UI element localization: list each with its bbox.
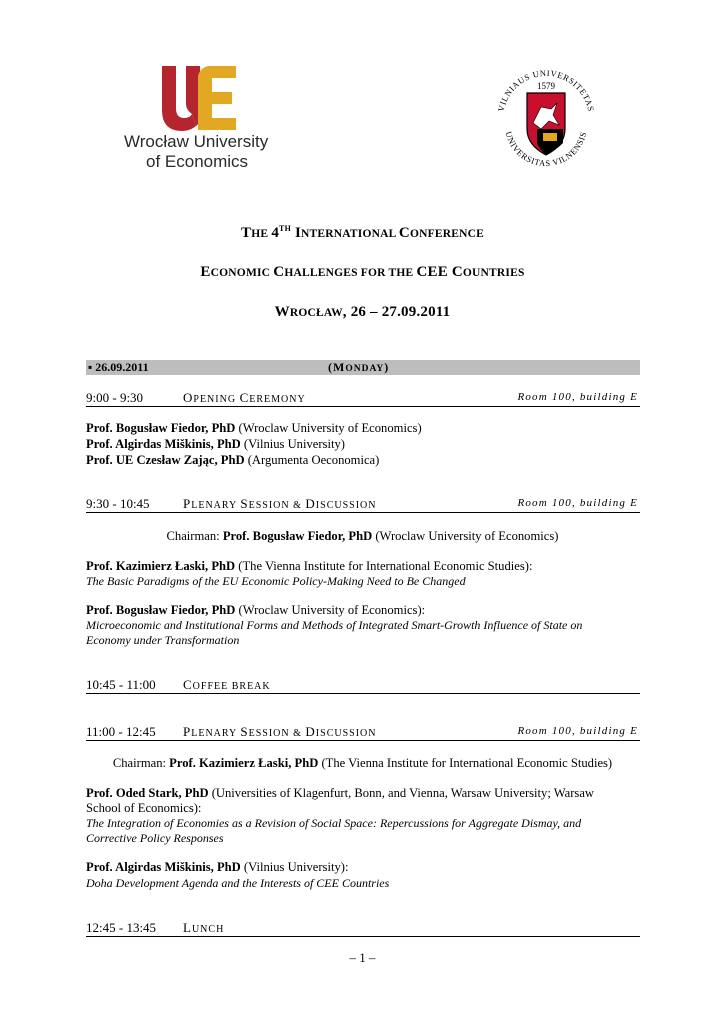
day-date: ▪ 26.09.2011 [88,360,149,374]
talk-title: Microeconomic and Institutional Forms and Methods of Integrated Smart-Growth Influence of State on [86,618,583,632]
speaker-affiliation-cont: School of Economics): [86,801,202,815]
page-number: – 1 – [349,950,376,965]
day-header [86,360,640,375]
ue-name-line1: Wrocław University [124,132,269,151]
speaker-line: Prof. Kazimierz Łaski, PhD (The Vienna Institute for International Economic Studies): [86,559,533,573]
session-title: PLENARY SESSION & DISCUSSION [183,496,377,511]
talk-title: Doha Development Agenda and the Interests of CEE Countries [86,876,390,890]
ue-wordmark [120,132,280,172]
chairman-line: Chairman: Prof. Bogusław Fiedor, PhD (Wroclaw University of Economics) [166,529,559,543]
speaker-line: Prof. Algirdas Miškinis, PhD (Vilnius University): [86,860,349,874]
day-of-week: (MONDAY) [328,360,390,374]
ue-monogram-icon [160,64,240,132]
session-title: COFFEE BREAK [183,677,271,692]
session-time: 9:00 - 9:30 [86,390,144,405]
seal-top-text: VILNIAUS UNIVERSITETAS [495,67,597,113]
session-time: 12:45 - 13:45 [86,920,157,935]
session-room: Room 100, building E [517,497,638,509]
session-time: 11:00 - 12:45 [86,724,156,739]
talk-title-cont: Corrective Policy Responses [86,831,224,845]
talk-title-cont: Economy under Transformation [86,633,240,647]
session-title: LUNCH [183,920,225,935]
vilnius-university-seal [493,63,599,175]
talk-title: The Integration of Economies as a Revision of Social Space: Repercussions for Aggregate Dismay, and [86,816,582,830]
seal-year: 1579 [537,81,555,91]
session-row-coffee [86,676,640,694]
session-row-opening [86,389,640,407]
chairman-line: Chairman: Prof. Kazimierz Łaski, PhD (The Vienna Institute for International Economic Studies) [112,756,613,770]
ue-logo [120,64,280,176]
session-title: PLENARY SESSION & DISCUSSION [183,724,377,739]
session-title: OPENING CEREMONY [183,390,306,405]
session-time: 10:45 - 11:00 [86,677,156,692]
seal-bottom-text: UNIVERSITAS VILNENSIS [503,130,589,169]
ue-name-line2: of Economics [146,152,249,171]
session-row-lunch [86,919,640,937]
session-room: Room 100, building E [517,725,638,737]
talk-title: The Basic Paradigms of the EU Economic Policy-Making Need to Be Changed [86,574,466,588]
speaker-line: Prof. Algirdas Miškinis, PhD (Vilnius University) [86,437,345,451]
session-time: 9:30 - 10:45 [86,496,150,511]
speaker-line: Prof. Oded Stark, PhD (Universities of Klagenfurt, Bonn, and Vienna, Warsaw University; Warsaw [86,786,594,800]
session-row-plenary-2 [86,723,640,741]
speaker-line: Prof. Bogusław Fiedor, PhD (Wroclaw University of Economics) [86,421,422,435]
speaker-line: Prof. UE Czesław Zając, PhD (Argumenta Oeconomica) [86,453,380,467]
conference-place-date: WROCŁAW, 26 – 27.09.2011 [274,304,451,320]
conference-title: THE 4TH INTERNATIONAL CONFERENCE [241,224,484,241]
session-row-plenary-1 [86,495,640,513]
conference-subtitle: ECONOMIC CHALLENGES FOR THE CEE COUNTRIES [200,264,525,280]
speaker-line: Prof. Bogusław Fiedor, PhD (Wroclaw University of Economics): [86,603,426,617]
session-room: Room 100, building E [517,391,638,403]
